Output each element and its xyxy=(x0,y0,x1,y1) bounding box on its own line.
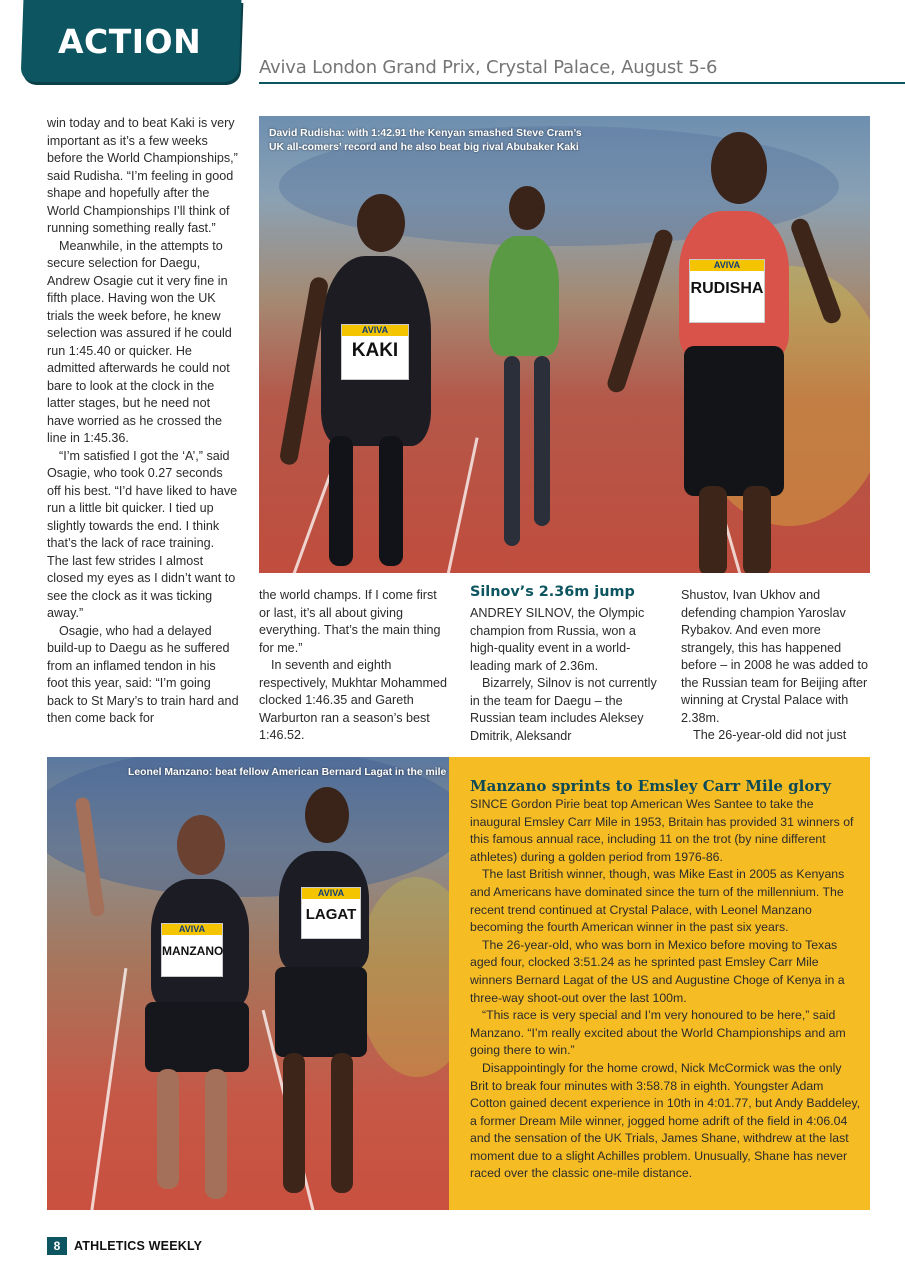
article-column-4 xyxy=(681,587,871,745)
article-column-2 xyxy=(259,587,451,745)
paragraph: Disappointingly for the home crowd, Nick McCormick was the only Brit to break four minutes with 3:58.78 in eighth. Youngster Adam Cotton gained decent experience in 10th in 4:01.77, but Andy Baddeley, a former Dream Mile winner, jogged home adrift of the field in 4:06.04 and the sensation of the UK Trials, James Shane, withdrew at the last moment due to a slight Achilles problem. Unusually, Shane has never raced over the classic one-mile distance. xyxy=(470,1060,861,1181)
header-divider xyxy=(259,82,905,84)
photo-caption: David Rudisha: with 1:42.91 the Kenyan smashed Steve Cram’s UK all-comers’ record and he also beat big rival Abubaker Kaki xyxy=(269,128,582,153)
bib-rudisha: AVIVA RUDISHA xyxy=(689,259,765,323)
paragraph: “This race is very special and I’m very honoured to be here,” said Manzano. “I’m really excited about the World Championships and am going there to win.” xyxy=(470,1008,846,1058)
article-column-1 xyxy=(47,115,239,728)
photo-rudisha-kaki xyxy=(259,116,870,573)
bib-kaki: AVIVA KAKI xyxy=(341,324,409,380)
manzano-headline: Manzano sprints to Emsley Carr Mile glory xyxy=(470,777,831,795)
event-title: Aviva London Grand Prix, Crystal Palace, August 5-6 xyxy=(259,57,718,78)
paragraph: The last British winner, though, was Mike East in 2005 as Kenyans and Americans have dominated since the turn of the millennium. The recent trend continued at Crystal Palace, with Leonel Manzano becoming the fourth American winner in the past six years. xyxy=(470,867,845,935)
paragraph: SINCE Gordon Pirie beat top American Wes Santee to take the inaugural Emsley Carr Mile in 1953, Britain has provided 31 winners of this famous annual race, including 11 on the trot (by nine different athletes) during a golden period from 1976-86. xyxy=(470,797,854,864)
page-number: 8 xyxy=(47,1237,67,1255)
paragraph: Bizarrely, Silnov is not currently in the team for Daegu – the Russian team includes Aleksey Dmitrik, Aleksandr xyxy=(470,676,657,743)
section-label: ACTION xyxy=(58,22,202,61)
paragraph: Meanwhile, in the attempts to secure selection for Daegu, Andrew Osagie cut it very fine in fifth place. Having won the UK trials the week before, he knew selection was assured if he could run 1:45.40 or quicker. He admitted afterwards he could not bare to look at the clock in the latter stages, but he need not have worried as he crossed the line in 1:45.36. xyxy=(47,238,232,445)
photo-manzano-lagat xyxy=(47,757,449,1210)
paragraph: ANDREY SILNOV, the Olympic champion from Russia, won a high-quality event in a world-leading mark of 2.36m. xyxy=(470,606,645,673)
article-column-3 xyxy=(470,605,660,745)
paragraph: the world champs. If I come first or last, it’s all about giving everything. That’s the main thing for me.” xyxy=(259,588,441,655)
magazine-name: ATHLETICS WEEKLY xyxy=(74,1239,203,1253)
bib-lagat: AVIVA LAGAT xyxy=(301,887,361,939)
paragraph: The 26-year-old did not just xyxy=(693,728,847,742)
paragraph: Shustov, Ivan Ukhov and defending champion Yaroslav Rybakov. And even more strangely, this has happened before – in 2008 he was added to the Russian team for Beijing after winning at Crystal Palace with 2.38m. xyxy=(681,588,868,725)
paragraph: win today and to beat Kaki is very important as it’s a few weeks before the World Championships,” said Rudisha. “I’m feeling in good shape and hopefully after the World Championships I’ll think of running something really fast.” xyxy=(47,116,238,235)
photo-caption: Leonel Manzano: beat fellow American Bernard Lagat in the mile xyxy=(128,767,447,778)
paragraph: Osagie, who had a delayed build-up to Daegu as he suffered from an inflamed tendon in his foot this year, said: “I’m going back to St Mary’s to train hard and then come back for xyxy=(47,623,239,725)
paragraph: The 26-year-old, who was born in Mexico before moving to Texas aged four, clocked 3:51.24 as he sprinted past Emsley Carr Mile winners Bernard Lagat of the US and Augustine Choge of Kenya in a three-way shoot-out over the last 100m. xyxy=(470,937,845,1005)
paragraph: “I’m satisfied I got the ‘A’,” said Osagie, who took 0.27 seconds off his best. “I’d have liked to have run a little bit quicker. I tied up slightly towards the end. I think that’s the lack of race training. The last few strides I almost closed my eyes as I didn’t want to see the clock as it was ticking away.” xyxy=(47,448,238,620)
silnov-headline: Silnov’s 2.36m jump xyxy=(470,584,635,600)
manzano-article xyxy=(470,796,862,1183)
paragraph: In seventh and eighth respectively, Mukhtar Mohammed clocked 1:46.35 and Gareth Warburton ran a season’s best 1:46.52. xyxy=(259,658,448,742)
bib-manzano: AVIVA MANZANO xyxy=(161,923,223,977)
